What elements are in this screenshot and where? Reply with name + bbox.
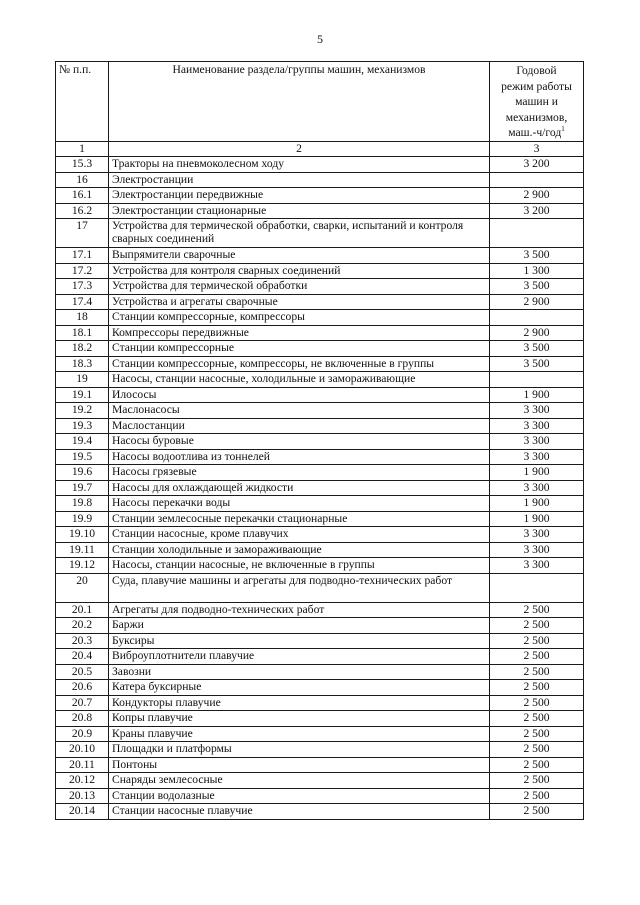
table-row bbox=[56, 387, 584, 403]
row-value: 3 300 bbox=[490, 480, 584, 496]
row-number: 17.3 bbox=[56, 279, 109, 295]
footnote-marker: 1 bbox=[561, 125, 565, 134]
row-name: Станции компрессорные, компрессоры, не включенные в группы bbox=[109, 356, 490, 372]
row-value: 2 500 bbox=[490, 788, 584, 804]
table-row bbox=[56, 618, 584, 634]
row-number: 20.10 bbox=[56, 742, 109, 758]
header-name: Наименование раздела/группы машин, механизмов bbox=[109, 62, 490, 142]
row-name: Электростанции передвижные bbox=[109, 188, 490, 204]
table-row bbox=[56, 649, 584, 665]
row-name: Снаряды землесосные bbox=[109, 773, 490, 789]
row-number: 18.3 bbox=[56, 356, 109, 372]
table-row bbox=[56, 558, 584, 574]
row-name: Электростанции bbox=[109, 172, 490, 188]
column-index: 2 bbox=[109, 142, 490, 157]
row-value bbox=[490, 573, 584, 602]
row-value: 2 500 bbox=[490, 742, 584, 758]
table-row bbox=[56, 219, 584, 248]
table-header-row bbox=[56, 62, 584, 142]
table-row bbox=[56, 418, 584, 434]
row-number: 19.2 bbox=[56, 403, 109, 419]
row-name: Маслонасосы bbox=[109, 403, 490, 419]
table-row bbox=[56, 157, 584, 173]
row-number: 19.6 bbox=[56, 465, 109, 481]
row-name: Насосы, станции насосные, холодильные и замораживающие bbox=[109, 372, 490, 388]
row-value: 2 500 bbox=[490, 649, 584, 665]
table-row bbox=[56, 773, 584, 789]
header-annual-mode-line: механизмов, bbox=[505, 110, 568, 124]
row-value: 2 500 bbox=[490, 602, 584, 618]
row-number: 20.13 bbox=[56, 788, 109, 804]
row-name: Устройства для термической обработки, сварки, испытаний и контроля сварных соединений bbox=[109, 219, 490, 248]
table-row bbox=[56, 680, 584, 696]
row-number: 19.1 bbox=[56, 387, 109, 403]
row-value: 3 300 bbox=[490, 558, 584, 574]
row-number: 19.12 bbox=[56, 558, 109, 574]
table-row bbox=[56, 294, 584, 310]
table-row bbox=[56, 542, 584, 558]
table-row bbox=[56, 341, 584, 357]
row-value: 3 300 bbox=[490, 527, 584, 543]
row-number: 15.3 bbox=[56, 157, 109, 173]
row-number: 20.8 bbox=[56, 711, 109, 727]
table-row bbox=[56, 310, 584, 326]
row-name: Насосы перекачки воды bbox=[109, 496, 490, 512]
row-value: 1 900 bbox=[490, 387, 584, 403]
header-annual-mode-line: машин и bbox=[515, 95, 558, 108]
row-name: Станции компрессорные, компрессоры bbox=[109, 310, 490, 326]
row-name: Агрегаты для подводно-технических работ bbox=[109, 602, 490, 618]
row-name: Виброуплотнители плавучие bbox=[109, 649, 490, 665]
row-name: Станции холодильные и замораживающие bbox=[109, 542, 490, 558]
row-number: 19.9 bbox=[56, 511, 109, 527]
row-name: Устройства для термической обработки bbox=[109, 279, 490, 295]
table-row bbox=[56, 172, 584, 188]
row-value: 2 500 bbox=[490, 726, 584, 742]
row-number: 18.1 bbox=[56, 325, 109, 341]
row-name: Устройства и агрегаты сварочные bbox=[109, 294, 490, 310]
table-row bbox=[56, 511, 584, 527]
table-row bbox=[56, 695, 584, 711]
row-value: 1 300 bbox=[490, 263, 584, 279]
row-value: 3 300 bbox=[490, 542, 584, 558]
row-name: Устройства для контроля сварных соединений bbox=[109, 263, 490, 279]
row-number: 20.11 bbox=[56, 757, 109, 773]
row-value: 3 200 bbox=[490, 203, 584, 219]
table-row bbox=[56, 664, 584, 680]
row-value: 1 900 bbox=[490, 511, 584, 527]
row-number: 16 bbox=[56, 172, 109, 188]
row-name: Копры плавучие bbox=[109, 711, 490, 727]
row-number: 17.1 bbox=[56, 248, 109, 264]
row-name: Насосы, станции насосные, не включенные в группы bbox=[109, 558, 490, 574]
row-number: 19.4 bbox=[56, 434, 109, 450]
row-value: 2 500 bbox=[490, 664, 584, 680]
table-row bbox=[56, 263, 584, 279]
row-value: 2 500 bbox=[490, 633, 584, 649]
row-value: 3 300 bbox=[490, 418, 584, 434]
header-number: № п.п. bbox=[56, 62, 109, 142]
header-annual-mode-line: маш.-ч/год bbox=[508, 126, 562, 139]
row-value: 2 900 bbox=[490, 188, 584, 204]
row-name: Насосы грязевые bbox=[109, 465, 490, 481]
row-number: 16.1 bbox=[56, 188, 109, 204]
table-row bbox=[56, 633, 584, 649]
row-value: 3 200 bbox=[490, 157, 584, 173]
row-name: Насосы водоотлива из тоннелей bbox=[109, 449, 490, 465]
header-annual-mode bbox=[490, 62, 584, 142]
row-name: Компрессоры передвижные bbox=[109, 325, 490, 341]
row-name: Кондукторы плавучие bbox=[109, 695, 490, 711]
row-number: 19.10 bbox=[56, 527, 109, 543]
row-name: Завозни bbox=[109, 664, 490, 680]
row-name: Станции компрессорные bbox=[109, 341, 490, 357]
row-number: 19.5 bbox=[56, 449, 109, 465]
row-number: 17.2 bbox=[56, 263, 109, 279]
row-name: Станции насосные, кроме плавучих bbox=[109, 527, 490, 543]
row-value: 2 500 bbox=[490, 618, 584, 634]
row-name: Насосы для охлаждающей жидкости bbox=[109, 480, 490, 496]
row-number: 20.7 bbox=[56, 695, 109, 711]
row-number: 20.2 bbox=[56, 618, 109, 634]
row-name: Суда, плавучие машины и агрегаты для подводно-технических работ bbox=[109, 573, 490, 602]
row-name: Площадки и платформы bbox=[109, 742, 490, 758]
row-value: 2 500 bbox=[490, 711, 584, 727]
machinery-operating-hours-table bbox=[55, 61, 584, 820]
row-number: 16.2 bbox=[56, 203, 109, 219]
table-row bbox=[56, 279, 584, 295]
row-value: 3 500 bbox=[490, 248, 584, 264]
row-number: 19.11 bbox=[56, 542, 109, 558]
row-value: 3 300 bbox=[490, 434, 584, 450]
row-name: Станции насосные плавучие bbox=[109, 804, 490, 820]
row-number: 17.4 bbox=[56, 294, 109, 310]
row-number: 20.9 bbox=[56, 726, 109, 742]
row-number: 20 bbox=[56, 573, 109, 602]
row-number: 18.2 bbox=[56, 341, 109, 357]
header-annual-mode-line: режим работы bbox=[501, 79, 572, 93]
row-number: 19.7 bbox=[56, 480, 109, 496]
row-name: Катера буксирные bbox=[109, 680, 490, 696]
row-name: Маслостанции bbox=[109, 418, 490, 434]
row-value: 1 900 bbox=[490, 465, 584, 481]
row-value bbox=[490, 219, 584, 248]
row-name: Баржи bbox=[109, 618, 490, 634]
column-index: 3 bbox=[490, 142, 584, 157]
row-value: 2 500 bbox=[490, 695, 584, 711]
table-row bbox=[56, 188, 584, 204]
page-number: 5 bbox=[317, 32, 323, 46]
row-name: Тракторы на пневмоколесном ходу bbox=[109, 157, 490, 173]
table-row bbox=[56, 248, 584, 264]
row-name: Насосы буровые bbox=[109, 434, 490, 450]
row-name: Выпрямители сварочные bbox=[109, 248, 490, 264]
table-row bbox=[56, 788, 584, 804]
table-row bbox=[56, 403, 584, 419]
row-value: 3 500 bbox=[490, 279, 584, 295]
table-row bbox=[56, 325, 584, 341]
row-value: 3 300 bbox=[490, 449, 584, 465]
row-number: 20.6 bbox=[56, 680, 109, 696]
row-number: 20.4 bbox=[56, 649, 109, 665]
row-number: 20.12 bbox=[56, 773, 109, 789]
table-row bbox=[56, 602, 584, 618]
row-number: 19 bbox=[56, 372, 109, 388]
row-value: 3 300 bbox=[490, 403, 584, 419]
row-name: Станции водолазные bbox=[109, 788, 490, 804]
column-index: 1 bbox=[56, 142, 109, 157]
row-value bbox=[490, 172, 584, 188]
row-name: Станции землесосные перекачки стационарные bbox=[109, 511, 490, 527]
table-row bbox=[56, 804, 584, 820]
row-number: 20.1 bbox=[56, 602, 109, 618]
row-value: 2 500 bbox=[490, 680, 584, 696]
table-row bbox=[56, 449, 584, 465]
row-value bbox=[490, 310, 584, 326]
row-value: 2 500 bbox=[490, 773, 584, 789]
table-row bbox=[56, 573, 584, 602]
row-name: Краны плавучие bbox=[109, 726, 490, 742]
row-value: 3 500 bbox=[490, 341, 584, 357]
row-value: 2 500 bbox=[490, 804, 584, 820]
row-number: 17 bbox=[56, 219, 109, 248]
table-row bbox=[56, 711, 584, 727]
table-row bbox=[56, 434, 584, 450]
table-row bbox=[56, 742, 584, 758]
table-row bbox=[56, 527, 584, 543]
row-value: 2 900 bbox=[490, 325, 584, 341]
header-annual-mode-line: Годовой bbox=[516, 64, 557, 77]
table-row bbox=[56, 203, 584, 219]
table-row bbox=[56, 496, 584, 512]
table-row bbox=[56, 480, 584, 496]
table-row bbox=[56, 356, 584, 372]
row-name: Электростанции стационарные bbox=[109, 203, 490, 219]
row-number: 19.8 bbox=[56, 496, 109, 512]
table-row bbox=[56, 372, 584, 388]
table-row bbox=[56, 726, 584, 742]
row-value: 2 500 bbox=[490, 757, 584, 773]
row-number: 20.5 bbox=[56, 664, 109, 680]
column-index-row bbox=[56, 142, 584, 157]
row-number: 19.3 bbox=[56, 418, 109, 434]
table-body bbox=[56, 157, 584, 820]
row-number: 20.14 bbox=[56, 804, 109, 820]
row-name: Илососы bbox=[109, 387, 490, 403]
row-value bbox=[490, 372, 584, 388]
row-value: 2 900 bbox=[490, 294, 584, 310]
table-row bbox=[56, 465, 584, 481]
row-name: Понтоны bbox=[109, 757, 490, 773]
row-value: 3 500 bbox=[490, 356, 584, 372]
row-value: 1 900 bbox=[490, 496, 584, 512]
row-number: 20.3 bbox=[56, 633, 109, 649]
row-number: 18 bbox=[56, 310, 109, 326]
row-name: Буксиры bbox=[109, 633, 490, 649]
table-row bbox=[56, 757, 584, 773]
